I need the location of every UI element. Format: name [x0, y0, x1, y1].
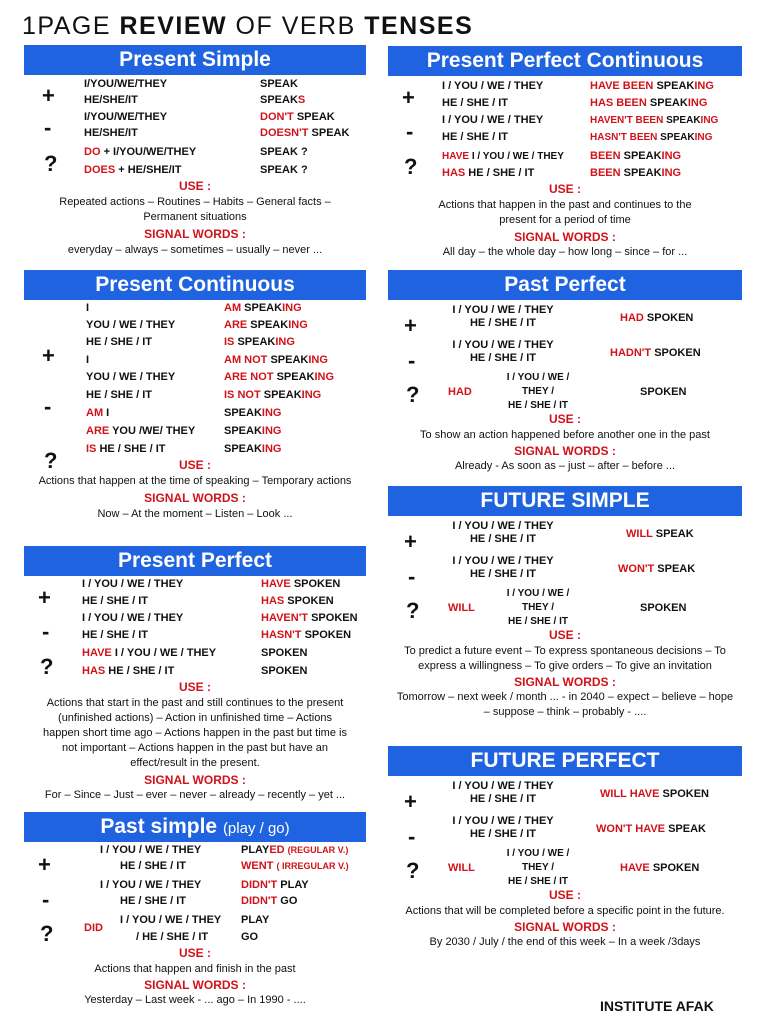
conjugation-table: + - ? I / YOU / WE / THEY HE / SHE / IT WILL HAVE SPOKEN I / YOU / WE / THEY HE / SHE / IT WON'T HAVE SPEAK WILL I / YOU / WE / THEY / HE / SHE / IT HAVE SPOKEN	[404, 780, 710, 887]
section-past-perfect	[388, 270, 742, 474]
affirmative-sign: +	[38, 585, 51, 610]
affirmative-sign: +	[404, 529, 417, 554]
conjugation-table: + - ? I / YOU / WE / THEY HE / SHE / IT WILL SPEAK I / YOU / WE / THEY HE / SHE / IT WON'T SPEAK WILL I / YOU / WE / THEY / HE / SHE / IT SPOKEN	[404, 520, 696, 627]
conjugation-table: + - ? I / YOU / WE / THEY HAVE SPOKEN HE / SHE / IT HAS SPOKEN I / YOU / WE / THEY HAVEN'T SPOKEN HE / SHE / IT HASN'T SPOKEN HAVE I / YOU / WE / THEY SPOKEN HAS HE / SHE / IT SPOKEN	[38, 578, 358, 679]
signal-words-text: By 2030 / July / the end of this week – In a week /3days	[429, 936, 701, 948]
signal-words-label: SIGNAL WORDS :	[514, 444, 616, 458]
section-title: Present Perfect Continuous	[388, 46, 742, 76]
use-label: USE :	[178, 946, 211, 960]
section-present-perfect	[24, 546, 366, 803]
conjugation-table: + - ? I / YOU / WE / THEY HE / SHE / IT HAD SPOKEN I / YOU / WE / THEY HE / SHE / IT HADN'T SPOKEN HAD I / YOU / WE / THEY / HE / SHE / IT SPOKEN	[404, 304, 701, 411]
section-past-simple	[24, 812, 366, 1008]
signal-words-text: Already - As soon as – just – after – before ...	[454, 460, 676, 472]
section-title: Past Perfect	[388, 270, 742, 300]
question-sign: ?	[44, 151, 58, 176]
question-sign: ?	[44, 448, 58, 473]
conjugation-table: + - ? I / YOU / WE / THEY HAVE BEEN SPEAKING HE / SHE / IT HAS BEEN SPEAKING I / YOU / WE / THEY HAVEN'T BEEN SPEAKING HE / SHE / IT HASN'T BEEN SPEAKING HAVE I / YOU / WE / THEY BEEN SPEAKING HAS HE / SHE / IT BEEN SPEAKING	[402, 80, 719, 179]
section-title: Present Continuous	[24, 270, 366, 300]
section-title: Past simple (play / go)	[24, 812, 366, 842]
section-present-perfect-continuous	[388, 46, 742, 260]
conjugation-table: + - ? I AM SPEAKING YOU / WE / THEY ARE SPEAKING HE / SHE / IT IS SPEAKING I AM NOT SPEAKING YOU / WE / THEY ARE NOT SPEAKING HE / SHE / IT IS NOT SPEAKING AM I SPEAKING ARE YOU /WE/ THEY SPEAKING IS HE / SHE / IT SPEAKING	[42, 302, 335, 473]
affirmative-sign: +	[42, 343, 55, 368]
use-label: USE :	[178, 458, 211, 472]
negative-sign: -	[408, 564, 416, 589]
use-label: USE :	[548, 888, 581, 902]
use-text: To show an action happened before another one in the past	[420, 429, 710, 441]
signal-words-label: SIGNAL WORDS :	[144, 227, 246, 241]
question-sign: ?	[406, 858, 420, 883]
signal-words-text: Yesterday – Last week - ... ago – In 1990 - ....	[84, 994, 306, 1006]
use-label: USE :	[548, 412, 581, 426]
signal-words-label: SIGNAL WORDS :	[144, 773, 246, 787]
negative-sign: -	[44, 115, 52, 140]
use-text: Repeated actions – Routines – Habits – General facts – Permanent situations	[59, 196, 331, 223]
signal-words-label: SIGNAL WORDS :	[514, 230, 616, 244]
use-text: Actions that will be completed before a specific point in the future.	[405, 905, 725, 917]
conjugation-table: + - ? I / YOU / WE / THEY PLAYED (REGULAR V.) HE / SHE / IT WENT ( IRREGULAR V.) I / YOU / WE / THEY DIDN'T PLAY HE / SHE / IT DIDN'T GO DID I / YOU / WE / THEY PLAY / HE / SHE / IT GO	[38, 844, 349, 946]
signal-words-text: everyday – always – sometimes – usually – never ...	[67, 244, 323, 256]
signal-words-text: Now – At the moment – Listen – Look ...	[97, 508, 293, 520]
section-title: FUTURE SIMPLE	[388, 486, 742, 516]
use-label: USE :	[178, 680, 211, 694]
affirmative-sign: +	[404, 313, 417, 338]
question-sign: ?	[404, 154, 418, 179]
section-title: Present Perfect	[24, 546, 366, 576]
question-sign: ?	[406, 598, 420, 623]
question-sign: ?	[40, 654, 54, 679]
negative-sign: -	[44, 394, 52, 419]
signal-words-text: All day – the whole day – how long – since – for ...	[442, 246, 688, 258]
use-label: USE :	[548, 182, 581, 196]
use-label: USE :	[178, 179, 211, 193]
use-text: To predict a future event – To express spontaneous decisions – To express a willingness – To give orders – To give an invitation	[404, 645, 726, 672]
signal-words-text: Tomorrow – next week / month ... - in 2040 – expect – believe – hope – suppose – think – probably - ....	[396, 691, 734, 718]
section-present-continuous	[24, 270, 366, 522]
page-title: 1PAGE REVIEW OF VERB TENSES	[22, 12, 474, 40]
affirmative-sign: +	[38, 852, 51, 877]
question-sign: ?	[406, 382, 420, 407]
use-text: Actions that start in the past and still continues to the present (unfinished actions) – Action in unfinished time – Actions happen short time ago – Actions happen in the past but time is not important – Actions happen in the past but have an effect/result in the present.	[43, 697, 347, 769]
negative-sign: -	[408, 824, 416, 849]
section-title: Present Simple	[24, 45, 366, 75]
signal-words-label: SIGNAL WORDS :	[144, 978, 246, 992]
section-title: FUTURE PERFECT	[388, 746, 742, 776]
use-text: Actions that happen in the past and continues to the present for a period of time	[438, 199, 692, 226]
section-future-simple	[388, 486, 742, 720]
negative-sign: -	[408, 348, 416, 373]
section-present-simple	[24, 45, 366, 258]
signal-words-label: SIGNAL WORDS :	[514, 920, 616, 934]
conjugation-table: + - ? I/YOU/WE/THEY SPEAK HE/SHE/IT SPEAKS I/YOU/WE/THEY DON'T SPEAK HE/SHE/IT DOESN'T SPEAK DO + I/YOU/WE/THEY SPEAK ? DOES + HE/SHE/IT SPEAK ?	[42, 78, 350, 176]
question-sign: ?	[40, 921, 54, 946]
section-future-perfect	[388, 746, 742, 950]
use-label: USE :	[548, 628, 581, 642]
affirmative-sign: +	[42, 83, 55, 108]
footer-credit: INSTITUTE AFAK	[600, 998, 714, 1014]
signal-words-text: For – Since – Just – ever – never – already – recently – yet ...	[44, 789, 346, 801]
affirmative-sign: +	[404, 789, 417, 814]
use-text: Actions that happen and finish in the past	[94, 963, 296, 975]
negative-sign: -	[42, 887, 50, 912]
signal-words-label: SIGNAL WORDS :	[514, 675, 616, 689]
signal-words-label: SIGNAL WORDS :	[144, 491, 246, 505]
affirmative-sign: +	[402, 85, 415, 110]
negative-sign: -	[42, 619, 50, 644]
use-text: Actions that happen at the time of speaking – Temporary actions	[38, 475, 352, 487]
negative-sign: -	[406, 119, 414, 144]
